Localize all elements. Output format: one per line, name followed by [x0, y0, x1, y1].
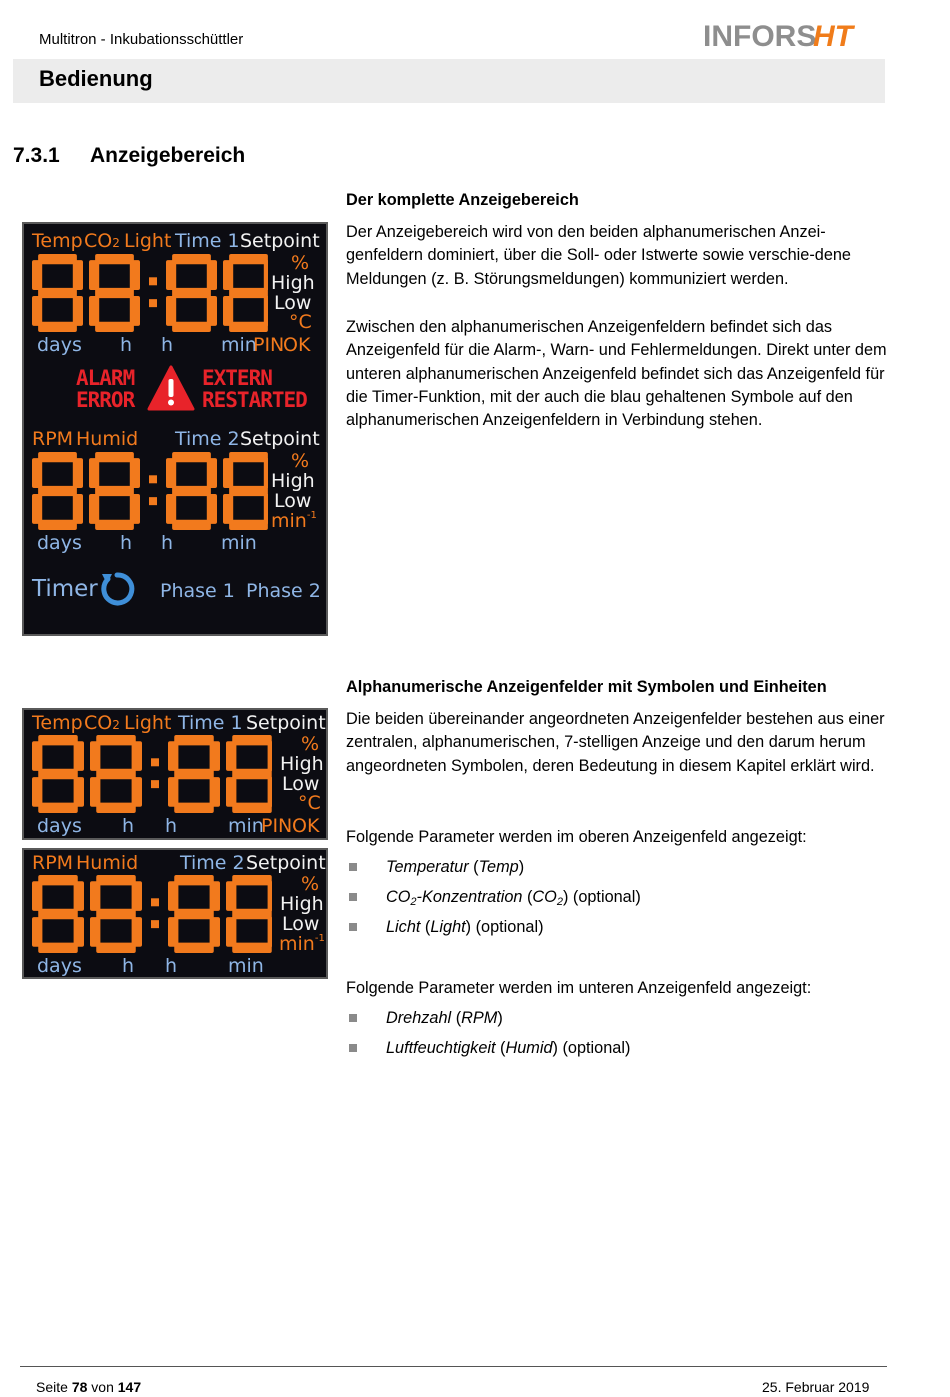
label-time1: Time 1	[178, 712, 243, 734]
bullet-icon	[349, 923, 357, 931]
label-h: h	[161, 334, 174, 356]
label-min: min	[228, 815, 264, 837]
label-min-1: $\min^{-1}$	[279, 933, 325, 955]
label-high: High	[280, 753, 324, 775]
bullet-icon	[349, 1044, 357, 1052]
label-co2: CO2	[84, 712, 120, 734]
label-setpoint: Setpoint	[246, 852, 326, 874]
upper-intro: Folgende Parameter werden im oberen Anzeigenfeld angezeigt:	[346, 828, 807, 846]
seven-segment-display-bottom	[32, 875, 272, 953]
subsection-title: Anzeigebereich	[90, 144, 246, 167]
label-h: h	[120, 334, 133, 356]
logo-text: INFORS	[703, 20, 817, 52]
label-days: days	[37, 334, 82, 356]
seven-segment-display-top	[32, 735, 272, 813]
label-ok: OK	[292, 815, 320, 837]
block1-paragraph-2: Zwischen den alphanumerischen Anzeigenfeldern befindet sich das Anzeigenfeld für die Alarm-, Warn- und Fehlermeldungen. Direkt unter dem unteren alphanumerischen Anzeigenfeld befindet sich das Anzeigenfeld für die Timer-Funktion, mit der auch die blau gehaltenen Symbole auf den alphanumerischen Anzeigenfeldern in Verbindung stehen.	[346, 318, 887, 430]
label-temp: Temp	[32, 712, 83, 734]
label-h: h	[165, 955, 178, 977]
label-celsius: °C	[298, 792, 321, 814]
label-h: h	[165, 815, 178, 837]
seven-segment-display-bottom	[32, 452, 268, 530]
logo-suffix: HT	[813, 20, 853, 52]
block1-heading: Der komplette Anzeigebereich	[346, 191, 579, 209]
label-phase1: Phase 1	[160, 580, 235, 602]
label-time2: Time 2	[175, 428, 240, 450]
label-days: days	[37, 532, 82, 554]
lower-intro: Folgende Parameter werden im unteren Anzeigenfeld angezeigt:	[346, 979, 812, 997]
label-setpoint: Setpoint	[240, 230, 320, 252]
bullet-icon	[349, 1014, 357, 1022]
document-title: Multitron - Inkubationsschüttler	[39, 31, 244, 48]
footer-date: 25. Februar 2019	[762, 1379, 870, 1395]
label-extern: EXTERN	[202, 366, 272, 390]
seven-segment-display-top	[32, 254, 268, 332]
label-restarted: RESTARTED	[202, 388, 307, 412]
label-percent: %	[291, 450, 310, 472]
list-item: Licht (Light) (optional)	[346, 916, 891, 946]
label-rpm: RPM	[32, 852, 74, 874]
list-item: Temperatur (Temp)	[346, 856, 891, 886]
label-h: h	[122, 815, 135, 837]
label-low: Low	[282, 773, 320, 795]
lower-display-panel	[22, 848, 328, 979]
label-percent: %	[291, 252, 310, 274]
section-title: Bedienung	[39, 66, 153, 91]
label-min: min	[221, 532, 257, 554]
label-h: h	[120, 532, 133, 554]
bullet-icon	[349, 893, 357, 901]
label-humid: Humid	[76, 428, 139, 450]
label-high: High	[280, 893, 324, 915]
label-timer: Timer	[32, 576, 98, 602]
upper-display-panel	[22, 708, 328, 840]
label-pin: PIN	[261, 815, 293, 837]
label-low: Low	[282, 913, 320, 935]
label-setpoint: Setpoint	[240, 428, 320, 450]
label-humid: Humid	[76, 852, 139, 874]
label-h: h	[161, 532, 174, 554]
label-min: min	[228, 955, 264, 977]
label-error: ERROR	[76, 388, 135, 412]
label-low: Low	[274, 490, 312, 512]
label-high: High	[271, 272, 315, 294]
label-celsius: °C	[289, 311, 312, 333]
block2-heading: Alphanumerische Anzeigenfelder mit Symbolen und Einheiten	[346, 678, 827, 696]
subsection-number: 7.3.1	[13, 144, 60, 167]
label-days: days	[37, 815, 82, 837]
label-co2: CO2	[84, 230, 120, 252]
label-light: Light	[124, 712, 172, 734]
block1-paragraph-1: Der Anzeigebereich wird von den beiden alphanumerischen Anzei-genfeldern dominiert, über die Soll- oder Istwerte sowie verschie-dene Meldungen (z. B. Störungsmeldungen) kommuniziert werden.	[346, 223, 851, 288]
infors-ht-logo	[703, 18, 863, 52]
label-percent: %	[301, 733, 320, 755]
list-item: $CO_2$-Konzentration $(CO_2)$ (optional)	[346, 886, 891, 916]
list-item: Drehzahl (RPM)	[346, 1007, 891, 1037]
label-rpm: RPM	[32, 428, 74, 450]
label-days: days	[37, 955, 82, 977]
warning-triangle-icon	[146, 364, 196, 412]
label-time1: Time 1	[175, 230, 240, 252]
label-pin: PIN	[253, 334, 285, 356]
timer-refresh-icon	[98, 570, 136, 608]
label-temp: Temp	[32, 230, 83, 252]
upper-param-list	[346, 856, 891, 946]
label-setpoint: Setpoint	[246, 712, 326, 734]
label-alarm: ALARM	[76, 366, 135, 390]
label-percent: %	[301, 873, 320, 895]
label-light: Light	[124, 230, 172, 252]
page-number: Seite 78 von 147	[36, 1379, 142, 1395]
complete-display-panel	[22, 222, 328, 636]
label-min-1: $\min^{-1}$	[271, 510, 317, 532]
label-phase2: Phase 2	[246, 580, 321, 602]
label-ok: OK	[283, 334, 311, 356]
label-min: min	[221, 334, 257, 356]
label-h: h	[122, 955, 135, 977]
label-low: Low	[274, 292, 312, 314]
list-item: Luftfeuchtigkeit (Humid) (optional)	[346, 1037, 891, 1067]
block2-paragraph-1: Die beiden übereinander angeordneten Anzeigenfelder bestehen aus einer zentralen, alphanumerischen, 7-stelligen Anzeige und den darum herum angeordneten Symbolen, deren Bedeutung in diesem Kapitel erklärt wird.	[346, 710, 885, 775]
lower-param-list	[346, 1007, 891, 1067]
label-high: High	[271, 470, 315, 492]
footer-divider	[20, 1366, 887, 1367]
label-time2: Time 2	[180, 852, 245, 874]
bullet-icon	[349, 863, 357, 871]
